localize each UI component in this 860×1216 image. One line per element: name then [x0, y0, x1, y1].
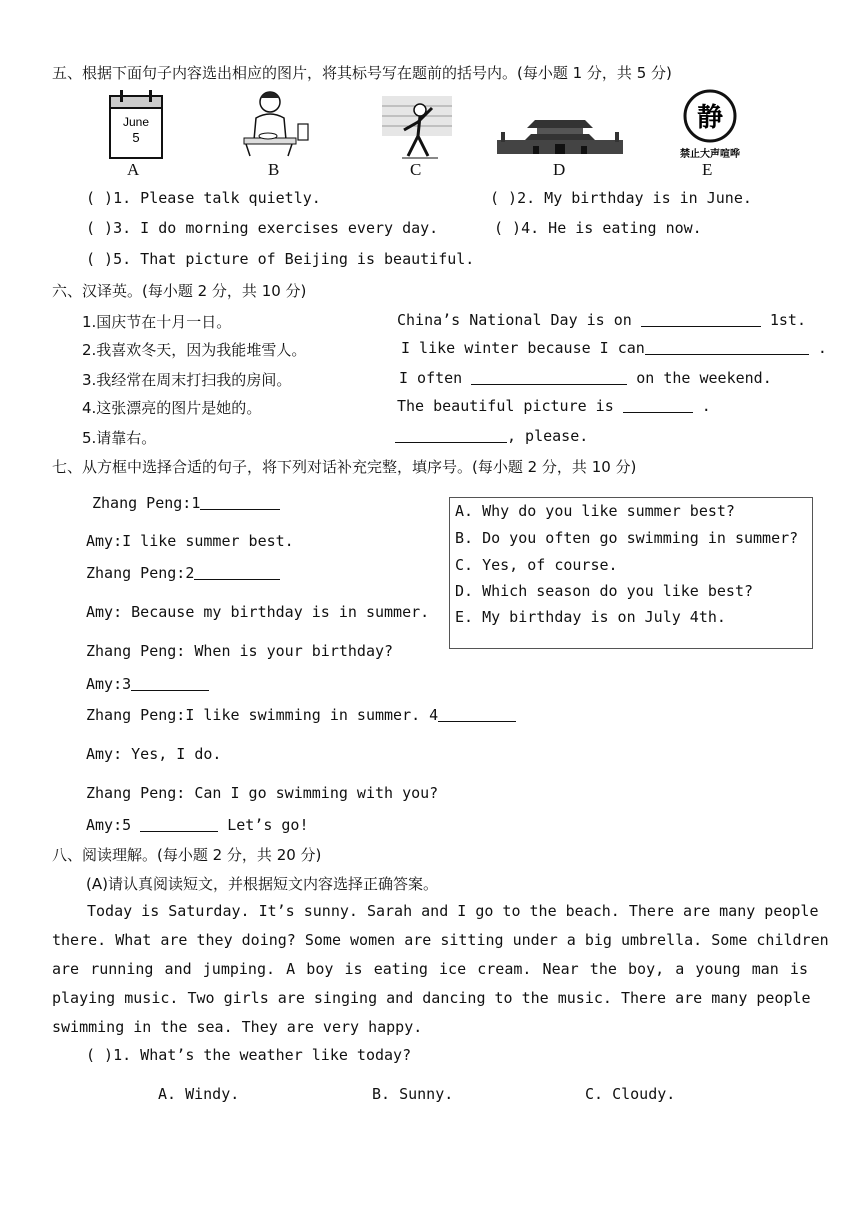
section6-en-3-after: on the weekend.: [627, 369, 772, 387]
section8-title: 八、阅读理解。(每小题 2 分，共 20 分): [52, 846, 322, 864]
option-d: D. Which season do you like best?: [455, 582, 754, 600]
dialogue-line-6: [86, 675, 209, 693]
dialogue-blank-5[interactable]: [140, 816, 218, 832]
section5-item-1: ( )1. Please talk quietly.: [86, 189, 321, 207]
section6-cn-3: 3.我经常在周末打扫我的房间。: [82, 371, 292, 389]
passage-line: swimming in the sea. They are very happy.: [52, 1018, 423, 1036]
section6-cn-1: 1.国庆节在十月一日。: [82, 313, 232, 331]
dialogue-blank-3[interactable]: [131, 675, 209, 691]
dialogue-text-10: Amy:5: [86, 816, 141, 834]
dialogue-text-6: Amy:3: [86, 675, 132, 693]
choice-c: C. Cloudy.: [585, 1085, 676, 1103]
choice-b: B. Sunny.: [372, 1085, 454, 1103]
dialogue-text-10-after: Let’s go!: [218, 816, 309, 834]
section5-title: 五、根据下面句子内容选出相应的图片，将其标号写在题前的括号内。(每小题 1 分，共 5 分): [52, 64, 672, 82]
dialogue-blank-4[interactable]: [438, 706, 516, 722]
quiet-sign-icon: [668, 88, 752, 164]
section5-item-3: ( )3. I do morning exercises every day.: [86, 219, 439, 237]
dialogue-line-5: Zhang Peng: When is your birthday?: [86, 642, 394, 660]
morning-exercise-icon: [382, 96, 452, 166]
section6-en-1-before: China’s National Day is on: [397, 311, 641, 329]
answer-blank-1[interactable]: [641, 311, 761, 327]
passage-line: are running and jumping. A boy is eating ice cream. Near the boy, a young man is: [52, 960, 808, 978]
section6-en-4-before: The beautiful picture is: [397, 397, 623, 415]
section6-en-3-before: I often: [399, 369, 472, 387]
dialogue-line-1: [92, 494, 280, 512]
choice-a: A. Windy.: [158, 1085, 240, 1103]
dialogue-line-8: Amy: Yes, I do.: [86, 745, 222, 763]
answer-blank-4[interactable]: [623, 397, 693, 413]
quiet-sign-char: 静: [696, 103, 724, 133]
dialogue-line-10: [86, 816, 309, 834]
quiet-sign-caption: 禁止大声喧哗: [680, 149, 740, 160]
section6-cn-5: 5.请靠右。: [82, 429, 157, 447]
image-label-a: A: [127, 160, 140, 179]
section6-cn-2: 2.我喜欢冬天，因为我能堆雪人。: [82, 341, 307, 359]
dialogue-blank-2[interactable]: [194, 564, 280, 580]
passage-line: playing music. Two girls are singing and dancing to the music. There are many people: [52, 989, 811, 1007]
image-label-e: E: [702, 160, 713, 179]
dialogue-text-3: Zhang Peng:2: [86, 564, 195, 582]
option-c: C. Yes, of course.: [455, 556, 618, 574]
section6-en-2-before: I like winter because I can: [401, 339, 645, 357]
image-label-c: C: [410, 160, 422, 179]
section6-en-4-after: .: [692, 397, 711, 415]
tiananmen-icon: [497, 108, 623, 158]
calendar-day: 5: [132, 130, 140, 145]
section6-en-1: [397, 311, 806, 329]
section6-en-3: [399, 369, 772, 387]
dialogue-text-7: Zhang Peng:I like swimming in summer. 4: [86, 706, 439, 724]
dialogue-blank-1[interactable]: [200, 494, 280, 510]
section5-item-5: ( )5. That picture of Beijing is beautiful.: [86, 250, 475, 268]
dialogue-line-2: Amy:I like summer best.: [86, 532, 294, 550]
passage-line: there. What are they doing? Some women are sitting under a big umbrella. Some children: [52, 931, 829, 949]
passage-line: Today is Saturday. It’s sunny. Sarah and I go to the beach. There are many people: [87, 902, 819, 920]
section6-en-2-after: .: [808, 339, 827, 357]
section6-en-2: [401, 339, 827, 357]
calendar-month: June: [122, 115, 150, 129]
image-label-b: B: [268, 160, 280, 179]
dialogue-text-1: Zhang Peng:1: [92, 494, 201, 512]
section6-en-5: [395, 427, 588, 445]
section6-en-4: [397, 397, 711, 415]
option-b: B. Do you often go swimming in summer?: [455, 529, 799, 547]
calendar-icon: [108, 88, 164, 164]
option-a: A. Why do you like summer best?: [455, 502, 735, 520]
section6-cn-4: 4.这张漂亮的图片是她的。: [82, 399, 262, 417]
section6-en-5-after: , please.: [507, 427, 589, 445]
reading-question-1: ( )1. What’s the weather like today?: [86, 1046, 412, 1064]
answer-blank-3[interactable]: [471, 369, 627, 385]
answer-blank-5[interactable]: [395, 427, 507, 443]
dialogue-line-7: [86, 706, 516, 724]
section7-title: 七、从方框中选择合适的句子，将下列对话补充完整，填序号。(每小题 2 分，共 10 分): [52, 458, 637, 476]
boy-eating-icon: [238, 88, 314, 164]
section8-subtitle: (A)请认真阅读短文，并根据短文内容选择正确答案。: [86, 875, 438, 893]
reading-passage: [52, 897, 829, 1042]
dialogue-line-3: [86, 564, 280, 582]
section5-item-4: ( )4. He is eating now.: [494, 219, 702, 237]
section6-title: 六、汉译英。(每小题 2 分，共 10 分): [52, 282, 307, 300]
section5-item-2: ( )2. My birthday is in June.: [490, 189, 752, 207]
dialogue-line-9: Zhang Peng: Can I go swimming with you?: [86, 784, 439, 802]
option-e: E. My birthday is on July 4th.: [455, 608, 726, 626]
image-label-d: D: [553, 160, 566, 179]
section6-en-1-after: 1st.: [760, 311, 806, 329]
dialogue-line-4: Amy: Because my birthday is in summer.: [86, 603, 430, 621]
answer-blank-2[interactable]: [645, 339, 809, 355]
